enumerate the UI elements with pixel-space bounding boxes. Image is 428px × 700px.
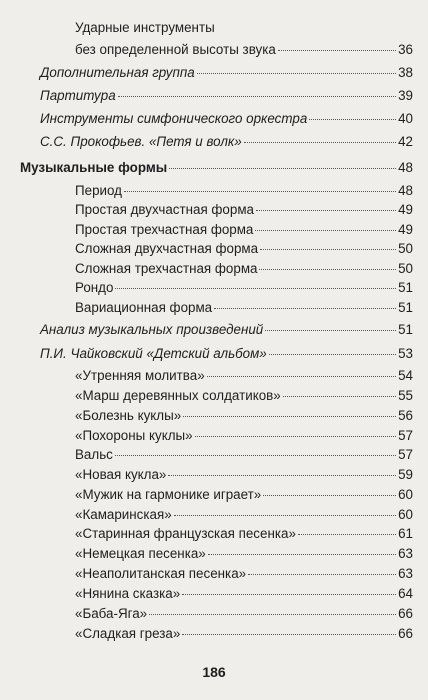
toc-entry-label: Дополнительная группа [40, 65, 195, 80]
toc-entry [75, 181, 413, 201]
toc-entry-page: 40 [398, 111, 413, 126]
dot-leader [298, 534, 396, 535]
toc-entry-page: 54 [398, 368, 413, 383]
toc-entry-label: Рондо [75, 280, 114, 295]
toc-entry [75, 544, 413, 564]
toc-entry-label: Сложная двухчастная форма [75, 241, 259, 256]
dot-leader [256, 210, 396, 211]
dot-leader [115, 288, 396, 289]
toc-entry-page: 60 [398, 507, 413, 522]
toc-entry-label: без определенной высоты звука [75, 42, 276, 57]
toc-entry-page: 48 [398, 183, 413, 198]
dot-leader [115, 455, 396, 456]
toc-entry-page: 66 [398, 626, 413, 641]
dot-leader [260, 249, 396, 250]
toc-entry [40, 109, 413, 129]
toc-entry [75, 40, 413, 60]
toc-entry-page: 51 [398, 322, 413, 337]
dot-leader [168, 475, 396, 476]
dot-leader [207, 376, 396, 377]
toc-entry-label: С.С. Прокофьев. «Петя и волк» [40, 134, 242, 149]
dot-leader [283, 396, 396, 397]
toc-entry [75, 200, 413, 220]
toc-entry [75, 564, 413, 584]
toc-entry-label: Сложная трехчастная форма [75, 261, 258, 276]
toc-entry [75, 239, 413, 259]
toc-entry [75, 298, 413, 318]
toc-entry-page: 42 [398, 134, 413, 149]
dot-leader [255, 230, 396, 231]
toc-entry [75, 386, 413, 406]
toc-entry-page: 57 [398, 447, 413, 462]
toc-entry-label: Период [75, 183, 122, 198]
dot-leader [149, 614, 396, 615]
toc-entry-page: 53 [398, 346, 413, 361]
toc-entry-page: 55 [398, 388, 413, 403]
toc-entry-label: «Баба-Яга» [75, 606, 148, 621]
toc-entry-page: 57 [398, 428, 413, 443]
toc-entry-label: Музыкальные формы [20, 160, 168, 175]
toc-entry-label: «Утренняя молитва» [75, 368, 205, 383]
toc-entry-label: Вариационная форма [75, 300, 213, 315]
dot-leader [169, 168, 396, 169]
dot-leader [269, 354, 396, 355]
toc-entry-label: «Похороны куклы» [75, 428, 193, 443]
toc-entry-label: «Мужик на гармонике играет» [75, 487, 262, 502]
toc-entry-label: «Неаполитанская песенка» [75, 566, 247, 581]
dot-leader [263, 495, 396, 496]
toc-entry [75, 604, 413, 624]
toc-entry-label: П.И. Чайковский «Детский альбом» [40, 346, 267, 361]
toc-entry-page: 38 [398, 65, 413, 80]
toc-entry [75, 426, 413, 446]
dot-leader [265, 330, 396, 331]
toc-entry [40, 132, 413, 152]
toc-entry-label: Партитура [40, 88, 116, 103]
toc-entry-label: Вальс [75, 447, 113, 462]
toc-entry-page: 61 [398, 526, 413, 541]
dot-leader [208, 554, 396, 555]
toc-entry [75, 366, 413, 386]
toc-entry-label: Простая трехчастная форма [75, 222, 254, 237]
toc-entry-page: 49 [398, 222, 413, 237]
toc-entry [40, 86, 413, 106]
toc-entry-page: 60 [398, 487, 413, 502]
dot-leader [182, 594, 396, 595]
toc-entry [20, 158, 413, 178]
dot-leader [197, 73, 396, 74]
toc-entry [75, 584, 413, 604]
dot-leader [309, 119, 396, 120]
toc-entry-page: 56 [398, 408, 413, 423]
dot-leader [195, 436, 397, 437]
toc-entry-page: 51 [398, 280, 413, 295]
dot-leader [244, 142, 396, 143]
toc-entry-page: 63 [398, 546, 413, 561]
toc-entry [75, 485, 413, 505]
dot-leader [248, 574, 396, 575]
toc-entry [75, 465, 413, 485]
toc-entry [75, 259, 413, 279]
toc-entry-page: 50 [398, 241, 413, 256]
toc-entry-label: Инструменты симфонического оркестра [40, 111, 308, 126]
dot-leader [214, 308, 396, 309]
toc-entry [75, 220, 413, 240]
toc-entry [75, 624, 413, 644]
toc-entry [40, 63, 413, 83]
toc-entry [75, 278, 413, 298]
dot-leader [259, 269, 396, 270]
dot-leader [124, 191, 396, 192]
toc-entry-label: «Старинная французская песенка» [75, 526, 296, 541]
toc-entry-page: 48 [398, 160, 413, 175]
toc-entry-label: «Нянина сказка» [75, 586, 181, 601]
dot-leader [182, 634, 396, 635]
toc-entry [75, 524, 413, 544]
toc-entry-page: 59 [398, 467, 413, 482]
dot-leader [278, 50, 396, 51]
toc-entry-label: Простая двухчастная форма [75, 202, 254, 217]
toc-entry [40, 320, 413, 340]
toc-entry-page: 66 [398, 606, 413, 621]
toc-entry [75, 406, 413, 426]
dot-leader [118, 96, 396, 97]
toc-entry-label: Ударные инструменты [75, 20, 215, 35]
dot-leader [183, 416, 396, 417]
toc-entry-page: 64 [398, 586, 413, 601]
toc-entry-label: Анализ музыкальных произведений [40, 322, 264, 337]
toc-entry-label: «Болезнь куклы» [75, 408, 182, 423]
toc-entry-page: 50 [398, 261, 413, 276]
toc-entry-page: 39 [398, 88, 413, 103]
toc-entry-label: «Немецкая песенка» [75, 546, 206, 561]
page-number: 186 [202, 664, 226, 680]
toc-entry-page: 49 [398, 202, 413, 217]
toc-entry-page: 51 [398, 300, 413, 315]
toc-entry-page: 63 [398, 566, 413, 581]
toc-entry [75, 445, 413, 465]
toc-entry-page: 36 [398, 42, 413, 57]
toc-entry-label: «Сладкая греза» [75, 626, 181, 641]
toc-entry [40, 344, 413, 364]
toc-entry-label: «Марш деревянных солдатиков» [75, 388, 281, 403]
dot-leader [174, 515, 396, 516]
toc-entry [75, 505, 413, 525]
toc-entry-label: «Новая кукла» [75, 467, 167, 482]
toc-entry-label: «Камаринская» [75, 507, 172, 522]
